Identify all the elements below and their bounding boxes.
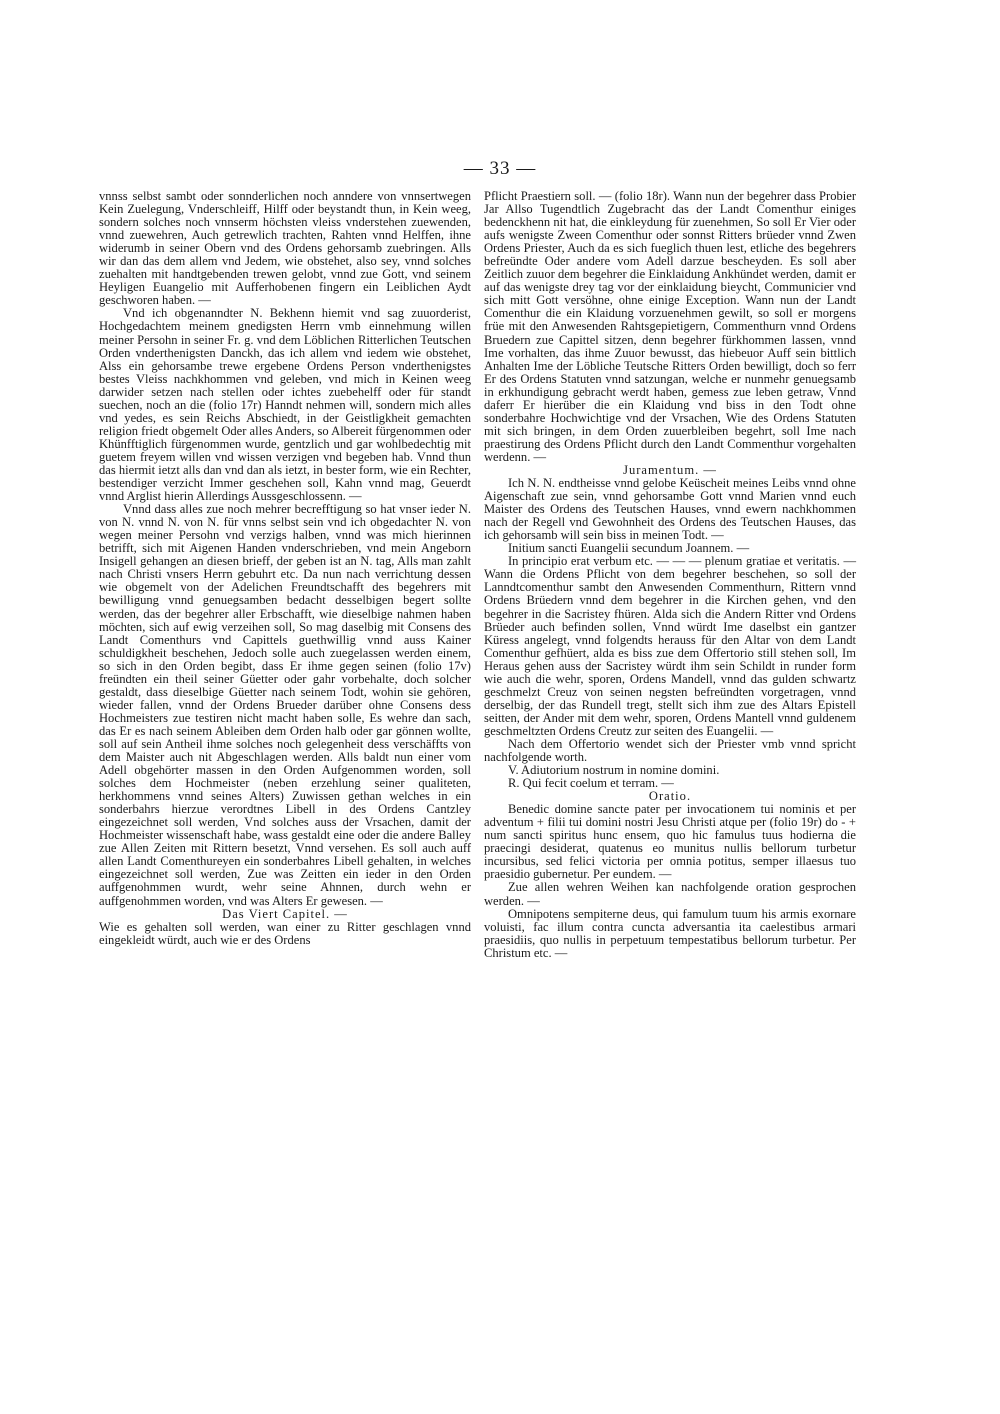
page-number: — 33 —: [463, 158, 537, 179]
section-heading-oratio: Oratio.: [648, 789, 692, 804]
paragraph: Ich N. N. endtheisse vnnd gelobe Keüscheit meines Leibs vnnd ohne Aigenschaft zue sein, vnnd gehorsambe Gott vnnd Marien vnnd euch Maister des Ordens des Teutschen Hauses, vnnd ewern nachkhommen nach der Regell vnd Gewohnheit des Ordens des Teutschen Hauses, das ich gehorsamb will sein biss in meinen Todt. —: [484, 476, 856, 543]
left-column: [99, 190, 471, 947]
paragraph: Nach dem Offertorio wendet sich der Priester vmb vnnd spricht nachfolgende worth.: [484, 736, 856, 765]
section-heading-juramentum: Juramentum. —: [623, 462, 717, 477]
response: R. Qui fecit coelum et terram. —: [508, 776, 674, 791]
paragraph: Wie es gehalten soll werden, wan einer zu Ritter geschlagen vnnd eingekleidt würdt, auch wie er des Ordens: [99, 919, 471, 947]
paragraph: Zue allen wehren Weihen kan nachfolgende oration gesprochen werden. —: [484, 880, 856, 908]
paragraph: Benedic domine sancte pater per invocationem tui nominis et per adventum + filii tui domini nostri Jesu Christi atque per (folio 19r) do - + num sancti spiritus hunc ensem, quo hic famulus tuus hodierna die praecingi desiderat, quatenus eo munitus nullis bellorum turbetur incursibus, sed felici victoria per omnia potitus, semper illaesus tuo praesidio gubernetur. Per eundem. —: [484, 802, 856, 882]
chapter-heading: Das Viert Capitel. —: [222, 906, 348, 921]
paragraph: In principio erat verbum etc. — — — plenum gratiae et veritatis. — Wann die Ordens Pflicht von dem begehrer beschehen, so soll der Lanndtcomenthur sambt den Anwesenden Commenthurn, Rittern vnnd Ordens Brüedern vnnd dem begehrer in die Kirchen gehen, vnd den begehrer in die Sacristey fhüren. Alda sich die Andern Ritter vnd Ordens Brüeder auch befinden sollen, Vnnd würdt Ime daselbst ein gantzer Küress angelegt, vnnd folgendts herauss für den Altar von dem Landt Comenthur gefhüert, alda es biss zue dem Offertorio still stehen soll, Im Heraus gehen auss der Sacristey würdt ihm sein Schildt in runder form wie auch die wehr, sporen, Ordens Mandell, vnnd das gulden schwartz geschmelzt Creuz von seinen negsten befreündten vorgetragen, vnnd derselbig, der das Rundell tregt, stellt sich ihm zue des Altars Epistell seitten, der Ander mit dem wehr, sporen, Ordens Mantell vnnd guldenem geschmeltzten Ordens Creutz zur seiten des Euangelii. —: [484, 554, 856, 738]
paragraph: Omnipotens sempiterne deus, qui famulum tuum his armis exornare voluisti, fac illum contra cuncta adversantia ita caelestibus armari praesidiis, quo nullis in perpetuum tempestatibus bellorum turbetur. Per Christum etc. —: [484, 906, 856, 960]
paragraph: Vnd ich obgenanndter N. Bekhenn hiemit vnd sag zuuorderist, Hochgedachtem meinem gnedigsten Herrn vmb einnehmung willen meiner Persohn in seiner Fr. g. vnd dem Löblichen Ritterlichen Teutschen Orden vnderthenigsten Danckh, das ich allem vnd iedem wie obstehet, Alss ein gehorsambe trewe ergebene Ordens Person vnderthenigstes bestes Vleiss nachkhommen vnd geleben, vnd mich in Keinen weeg darwider setzen nach stellen oder ichtes zuebehelff oder für standt suechen, noch an die (folio 17r) Hanndt nehmen will, sondern mich alles vnd yedes, es sein Reichs Abschiedt, in der Geistligkheit gemachten religion friedt obgemelt Oder alles Anders, so Albereit fürgenommen oder Khünfftiglich fürgenommen wurde, gentzlich und gar wohlbedechtig mit guetem freyem willen vnd wissen verzigen vnd begeben hab. Vnnd thun das hiermit ietzt alls dan vnd dan als ietzt, in bester form, wie ein Rechter, bestendiger verzicht Immer geschehen soll, Kahn vnnd mag, Geuerdt vnnd Arglist hierin Allerdings Aussgeschlossenn. —: [99, 306, 471, 504]
paragraph: Vnnd dass alles zue noch mehrer becrefftigung so hat vnser ieder N. von N. vnnd N. von N. für vnns selbst sein vnd ich obgedachter N. von wegen meiner Persohn vnd verzigs halben, vnnd was mich hierinnen betrifft, sich mit Aigenen Handen vnderschrieben, vnd mein Angeborn Insigell gehangen an diesen brieff, der geben ist an N. tag, Alls man zahlt nach Christi vnsers Herrn gebuhrt etc. Da nun nach verrichtung dessen wie obgemelt von der Adelichen Freundtschafft des begehrers mit bewilligung vnnd genuegsamben bedacht desselbigen begert sollte werden, das der begehrer aller Erbschafft, wie dieselbige nahmen haben möchten, sich auf ewig verzeihen soll, So mag daselbig mit Consens des Landt Comenthurs vnd Capittels guethwillig vnnd auss Kainer schuldigkheit beschehen, Jedoch solle auch zuegelassen werden einem, so sich in den Orden begibt, dass Er ihme gegen seinen (folio 17v) freündten ein theil seiner Güetter oder gahr vorbehalte, doch solcher gestaldt, dass dieselbige Güetter nach seinem Todt, wohin sie gehören, wieder fallen, vnnd der Ordens Brueder darüber ohne Consens dess Hochmeisters zue testiren nicht macht haben solle, Es wehre dan sach, das Er es nach seinem Ableiben dem Orden halb oder gar gönnen wollte, soll auf sein Antheil ihme solches noch gelegenheit dess verschäffts von dem Maister auch nit Abgeschlagen werden. Alls baldt nun einer vom Adell obgehörter massen in den Orden Aufgenommen worden, soll solches dem Hochmeister (neben erzehlung seiner qualiteten, herkhommens vnnd seines Alters) Zuwissen gethan welches in ein sonderbahrs hierzue verordtnes Libell in des Ordens Cantzley eingezeichnet soll werden, Vnd solches auss der Vrsachen, damit der Hochmeister wissenschaft habe, wass gestaldt eine oder die andere Balley zue Allen Zeiten mit Rittern besetzt, Vnnd versehen. Es soll auch auff allen Landt Comenthureyen ein sonderbahres Libell gehalten, in welches eingezeichnet soll werden, Zue was Zeitten ein ieder in den Orden auffgenohmmen wurdt, wehr seine Ahnnen, durch wehn er auffgenohmmen worden, vnd was Alters Er gewesen. —: [99, 502, 471, 908]
right-column: [484, 190, 856, 960]
column-divider: [477, 196, 478, 1198]
paragraph: vnnss selbst sambt oder sonnderlichen noch anndere von vnnsertwegen Kein Zuelegung, Vnderschleiff, Hilff oder beystandt thun, in Kein weeg, sondern solches noch vnnserm höchsten vleiss vnderstehen zuewenden, vnnd zuewehren, Auch getrewlich trachten, Rahten vnnd Helffen, ihne widerumb in seiner Obern vnd des Ordens gehorsamb zuebringen. Alls wir dan das dem allem vnd Jedem, wie obstehet, also sey, vnnd solches zuehalten mit handtgebenden trewen gelobt, vnnd zue Gott, vnd seinem Heyligen Euangelio mit Aufferhobenen fingern ein Leiblichen Aydt geschworen haben. —: [99, 189, 471, 308]
paragraph-initium: Initium sancti Euangelii secundum Joannem. —: [508, 541, 750, 556]
paragraph: Pflicht Praestiern soll. — (folio 18r). Wann nun der begehrer dass Probier Jar Allso Tugendtlich Zugebracht das der Landt Comenthur einiges bedenckhenn nit hat, die einkleydung für zuenehmen, So soll Er Vier oder aufs wenigste Zween Comenthur oder sonnst Ritters brüeder vnnd Zwen Ordens Priester, Auch da es sich fueglich thuen lest, etliche des begehrers befreündte Oder andere vom Adell darzue bescheyden. Es soll aber Zeitlich zuuor dem begehrer die Einklaidung Ankhündet werden, damit er auf das wenigste drey tag vor der einklaidung bieycht, Communicier vnd sich mitt Gott versöhne, ohne einige Exception. Wann nun der Landt Comenthur die ein Klaidung vorzuenehmen gewilt, so soll er morgens früe mit den Anwesenden Rahtsgepietigern, Commenthurn vnnd Ordens Bruedern zue Capittel sitzen, denn begehrer fürkhommen lassen, vnnd Ime vorhalten, das ihme Zuuor bewusst, das hiebeuor Auff sein bittlich Anhalten Ime der Löbliche Teutsche Ritters Orden bewilligt, doch so ferr Er des Ordens Statuten vnnd satzungan, welche er nunmehr genuegsamb in erkhundigung gebracht werdt haben, gemess zue leben getraw, Vnnd daferr Er hierüber die ein Klaidung vnd biss in den Todt ohne sonderbahre Hochwichtige vnd der Vrsachen, Wie des Ordens Statuten mit sich bringen, in dem Orden zuuerbleiben begehrt, soll Ime nach praestirung des Ordens Pflicht durch den Landt Commenthur vorgehalten werdenn. —: [484, 189, 856, 464]
versicle: V. Adiutorium nostrum in nomine domini.: [508, 763, 720, 778]
